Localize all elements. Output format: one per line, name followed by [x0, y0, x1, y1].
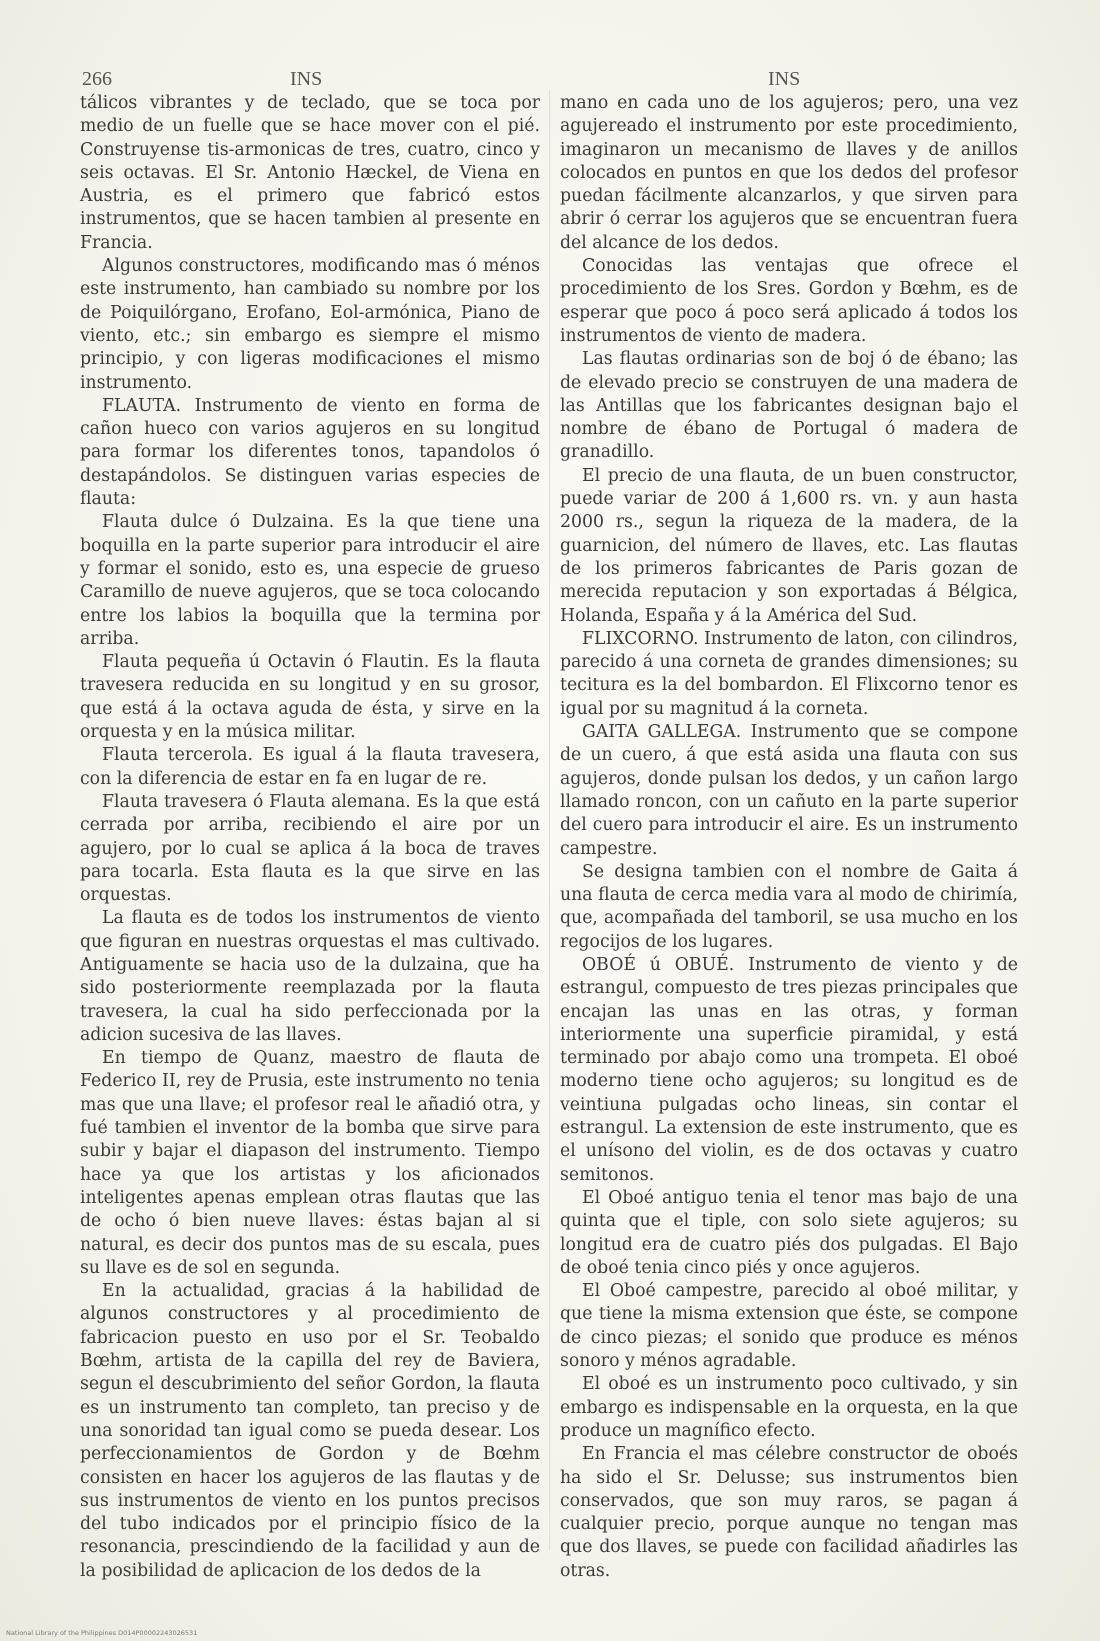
paragraph: En tiempo de Quanz, maestro de flauta de Federico II, rey de Prusia, este instrumento no tenia mas que una llave; el profesor real le añadió otra, y fué tambien el inventor de la bomba que sirve para subir y bajar el diapason del instrumento. Tiempo hace ya que los artistas y los aficionados inteligentes apenas emplean otras flautas que las de ocho ó bien nueve llaves: éstas bajan al si natural, es decir dos puntos mas de su escala, pues su llave es de sol en segunda.	[80, 1048, 540, 1278]
paragraph: Se designa tambien con el nombre de Gaita á una flauta de cerca media vara al modo de chirimía, que, acompañada del tamboril, se usa mucho en los regocijos de los lugares.	[560, 861, 1018, 952]
paragraph: El precio de una flauta, de un buen constructor, puede variar de 200 á 1,600 rs. vn. y aun hasta 2000 rs., segun la riqueza de la madera, de la guarnicion, del número de llaves, etc. Las flautas de los primeros fabricantes de Paris gozan de merecida reputacion y son exportadas á Bélgica, Holanda, España y á la América del Sud.	[560, 465, 1018, 626]
paragraph: Flauta travesera ó Flauta alemana. Es la que está cerrada por arriba, recibiendo el aire por un agujero, por lo cual se aplica á la boca de traves para tocarla. Esta flauta es la que sirve en las orquestas.	[80, 791, 540, 906]
right-column	[560, 92, 1018, 1583]
library-credit: National Library of the Philippines D014P00002243026531	[6, 1629, 198, 1637]
paragraph: En Francia el mas célebre constructor de oboés ha sido el Sr. Delusse; sus instrumentos bien conservados, que son muy raros, se pagan á cualquier precio, porque aunque no tengan mas que dos llaves, se puede con facilidad añadirles las otras.	[560, 1444, 1018, 1581]
paragraph: Flauta pequeña ú Octavin ó Flautin. Es la flauta travesera reducida en su longitud y en su grosor, que está á la octava aguda de ésta, y sirve en la orquesta y en la música militar.	[80, 652, 540, 743]
paragraph: Flauta tercerola. Es igual á la flauta travesera, con la diferencia de estar en fa en lugar de re.	[80, 745, 540, 789]
paragraph: Flauta dulce ó Dulzaina. Es la que tiene una boquilla en la parte superior para introducir el aire y formar el sonido, esto es, una especie de grueso Caramillo de nueve agujeros, que se toca colocando entre los labios la boquilla que la termina por arriba.	[80, 512, 540, 649]
running-head-right: INS	[768, 68, 801, 90]
paragraph: tálicos vibrantes y de teclado, que se toca por medio de un fuelle que se hace mover con el pié. Construyense tis-armonicas de tres, cuatro, cinco y seis octavas. El Sr. Antonio Hæckel, de Viena en Austria, es el primero que fabricó estos instrumentos, que se hacen tambien al presente en Francia.	[80, 93, 540, 253]
paragraph: Las flautas ordinarias son de boj ó de ébano; las de elevado precio se construyen de una madera de las Antillas que los fabricantes designan bajo el nombre de ébano de Portugal ó madera de granadillo.	[560, 349, 1018, 463]
left-column	[80, 92, 540, 1583]
paragraph: mano en cada uno de los agujeros; pero, una vez agujereado el instrumento por este procedimiento, imaginaron un mecanismo de llaves y de anillos colocados en puntos en que los dedos del profesor puedan fácilmente alcanzarlos, y que sirven para abrir ó cerrar los agujeros que se encuentran fuera del alcance de los dedos.	[560, 93, 1018, 253]
paragraph: FLIXCORNO. Instrumento de laton, con cilindros, parecido á una corneta de grandes dimensiones; su tecitura es la del bombardon. El Flixcorno tenor es igual por su magnitud á la corneta.	[560, 628, 1018, 719]
paragraph: En la actualidad, gracias á la habilidad de algunos constructores y al procedimiento de fabricacion puesto en uso por el Sr. Teobaldo Bœhm, artista de la capilla del rey de Baviera, segun el descubrimiento del señor Gordon, la flauta es un instrumento tan completo, tan preciso y de una sonoridad tan igual como se pueda desear. Los perfeccionamientos de Gordon y de Bœhm consisten en hacer los agujeros de las flautas y de sus instrumentos de viento en los puntos precisos del tubo indicados por el principio físico de la resonancia, prescindiendo de la facilidad y aun de la posibilidad de aplicacion de los dedos de la	[80, 1281, 540, 1581]
paragraph: FLAUTA. Instrumento de viento en forma de cañon hueco con varios agujeros en su longitud para formar los diferentes tonos, tapandolos ó destapándolos. Se distinguen varias especies de flauta:	[80, 395, 540, 510]
paragraph: Algunos constructores, modificando mas ó ménos este instrumento, han cambiado su nombre por los de Poiquilórgano, Erofano, Eol-armónica, Piano de viento, etc.; sin embargo es siempre el mismo principio, y con ligeras modificaciones el mismo instrumento.	[80, 256, 540, 393]
running-head-left: INS	[290, 68, 323, 90]
paragraph: Conocidas las ventajas que ofrece el procedimiento de los Sres. Gordon y Bœhm, es de esperar que poco á poco será aplicado á todos los instrumentos de viento de madera.	[560, 256, 1018, 346]
column-divider	[549, 90, 550, 1550]
paragraph: GAITA GALLEGA. Instrumento que se compone de un cuero, á que está asida una flauta con sus agujeros, donde pulsan los dedos, y un cañon largo llamado roncon, con un cañuto en la parte superior del cuero para introducir el aire. Es un instrumento campestre.	[560, 722, 1018, 859]
paragraph: El oboé es un instrumento poco cultivado, y sin embargo es indispensable en la orquesta, en la que produce un magnífico efecto.	[560, 1374, 1018, 1441]
paragraph: OBOÉ ú OBUÉ. Instrumento de viento y de estrangul, compuesto de tres piezas principales que encajan las unas en las otras, y forman interiormente una superficie piramidal, y está terminado por abajo como una trompeta. El oboé moderno tiene ocho agujeros; su longitud es de veintiuna pulgadas ocho lineas, sin contar el estrangul. La extension de este instrumento, que es el unísono del violin, es de dos octavas y cuatro semitonos.	[560, 954, 1018, 1185]
paragraph: La flauta es de todos los instrumentos de viento que figuran en nuestras orquestas el mas cultivado. Antiguamente se hacia uso de la dulzaina, que ha sido posteriormente reemplazada por la flauta travesera, la cual ha sido perfeccionada por la adicion sucesiva de las llaves.	[80, 908, 540, 1045]
paragraph: El Oboé campestre, parecido al oboé militar, y que tiene la misma extension que éste, se compone de cinco piezas; el sonido que produce es ménos sonoro y ménos agradable.	[560, 1281, 1018, 1372]
paragraph: El Oboé antiguo tenia el tenor mas bajo de una quinta que el tiple, con solo siete agujeros; su longitud era de cuatro piés dos pulgadas. El Bajo de oboé tenia cinco piés y once agujeros.	[560, 1187, 1018, 1278]
page-number: 266	[82, 68, 112, 90]
